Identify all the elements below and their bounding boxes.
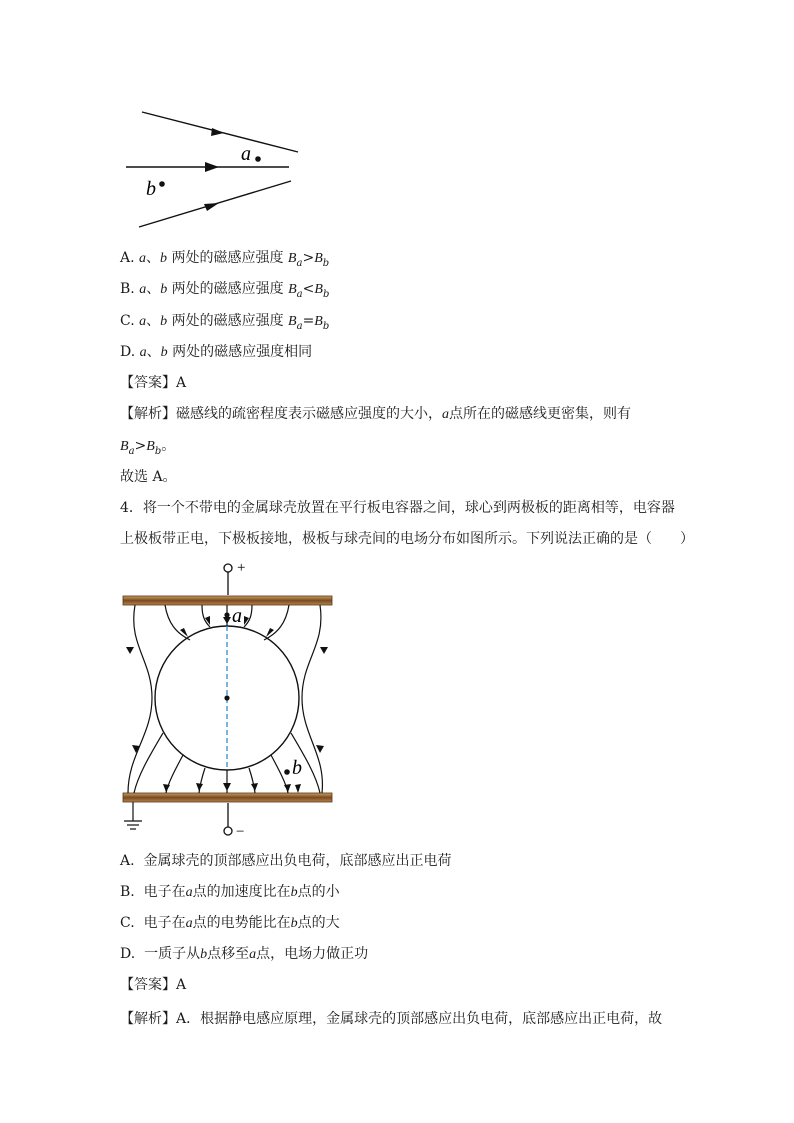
q4-answer: 【答案】A <box>120 977 187 993</box>
point-b-label: b <box>146 178 156 200</box>
point-a-label: a <box>241 143 251 165</box>
q3-analysis: 【解析】磁感线的疏密程度表示磁感应强度的大小，a点所在的磁感线更密集，则有 <box>120 406 631 422</box>
field-arrows-bottom <box>163 783 301 793</box>
q4-option-a: A. 金属球壳的顶部感应出负电荷，底部感应出正电荷 <box>120 853 452 869</box>
q3-option-d: D. a、b 两处的磁感应强度相同 <box>120 344 313 360</box>
upper-plate <box>123 596 332 605</box>
plus-sign: + <box>237 560 246 576</box>
q3-conclusion: 故选 A。 <box>120 469 177 485</box>
q3-answer: 【答案】A <box>120 375 187 391</box>
q4-option-b: B. 电子在a点的加速度比在b点的小 <box>120 884 340 900</box>
q3-option-b: B. a、b 两处的磁感应强度 $B_a<B_b$ <box>120 281 330 300</box>
point-a-dot <box>255 156 261 162</box>
negative-terminal <box>224 827 232 835</box>
sphere-center <box>224 695 229 700</box>
lower-plate <box>123 793 332 802</box>
capacitor-figure <box>0 555 794 845</box>
positive-terminal <box>224 564 232 572</box>
q4-stem-line1: 4．将一个不带电的金属球壳放置在平行板电容器之间，球心到两极板的距离相等，电容器 <box>120 500 675 516</box>
q3-option-a: A. a、b 两处的磁感应强度 $B_a>B_b$ <box>120 250 330 269</box>
point-b-dot <box>284 769 290 775</box>
q4-option-d: D. 一质子从b点移至a点，电场力做正功 <box>120 946 369 962</box>
ground-symbol <box>124 802 142 829</box>
point-b-label: b <box>292 757 302 779</box>
q4-analysis: 【解析】A．根据静电感应原理，金属球壳的顶部感应出负电荷，底部感应出正电荷，故 <box>120 1011 663 1027</box>
q3-option-c: C. a、b 两处的磁感应强度 $B_a=B_b$ <box>120 313 330 332</box>
q3-analysis-formula: $B_a>B_b$。 <box>120 438 176 457</box>
point-a-dot <box>224 612 229 617</box>
q4-option-c: C. 电子在a点的电势能比在b点的大 <box>120 915 340 931</box>
q4-stem-line2: 上极板带正电，下极板接地，极板与球壳间的电场分布如图所示。下列说法正确的是（ ） <box>120 531 694 547</box>
point-b-dot <box>159 181 165 187</box>
point-a-label: a <box>232 605 242 627</box>
minus-sign: − <box>236 824 245 840</box>
